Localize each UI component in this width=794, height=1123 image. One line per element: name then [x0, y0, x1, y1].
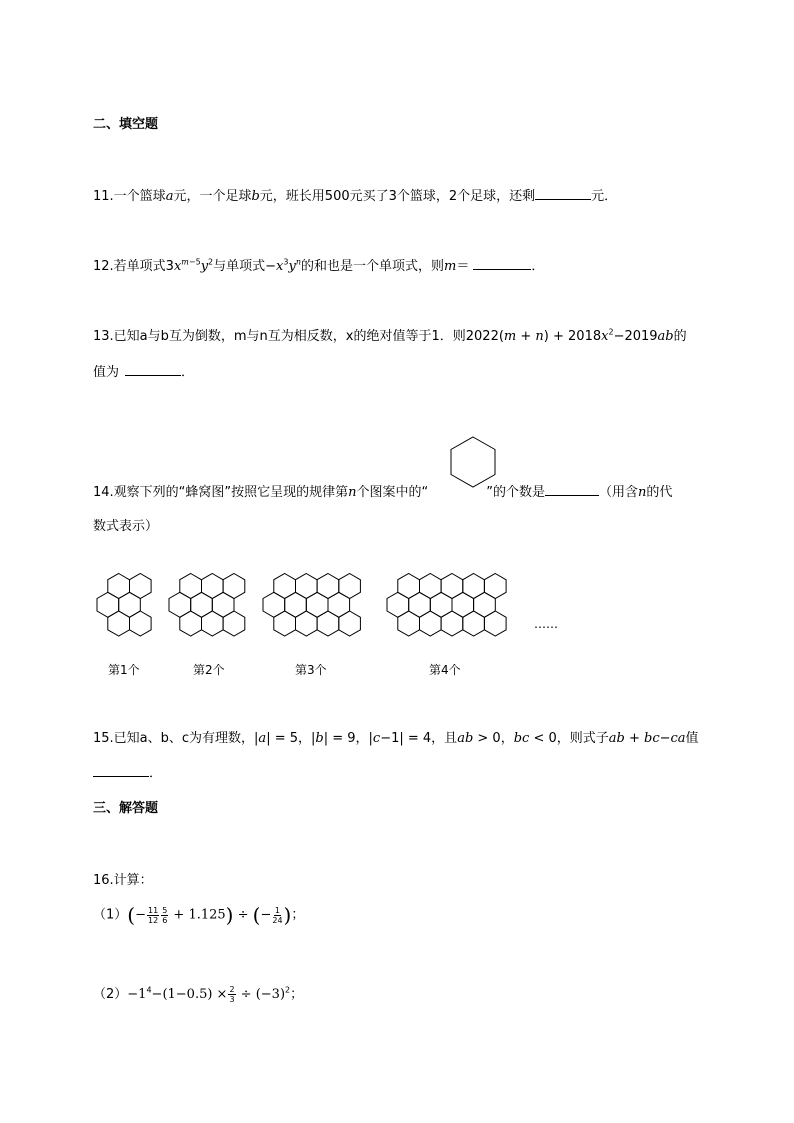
- hexagon-icon: [448, 435, 498, 489]
- honeycomb-cell: [285, 592, 307, 617]
- figure-label-1: 第1个: [108, 663, 140, 677]
- honeycomb-cell: [191, 592, 213, 617]
- honeycomb-cell: [306, 592, 328, 617]
- honeycomb-cell: [180, 574, 202, 599]
- honeycomb-cell: [420, 611, 442, 636]
- figure-label-3: 第3个: [295, 663, 327, 677]
- question-12: 12.若单项式$3x^{m-5}y^2$与单项式$-x^3y^n$的和也是一个单项式，则m＝ ．: [93, 257, 545, 274]
- honeycomb-cell: [463, 611, 485, 636]
- answer-blank[interactable]: [535, 187, 591, 200]
- honeycomb-cell: [484, 574, 506, 599]
- honeycomb-cell: [441, 611, 463, 636]
- honeycomb-cell: [202, 611, 224, 636]
- honeycomb-cell: [296, 611, 318, 636]
- honeycomb-cell: [296, 574, 318, 599]
- honeycomb-cell: [263, 592, 285, 617]
- honeycomb-cell: [387, 592, 409, 617]
- section-solutions: 三、解答题: [93, 801, 159, 816]
- honeycomb-cell: [274, 574, 296, 599]
- honeycomb-cell: [339, 574, 361, 599]
- honeycomb-cell: [119, 592, 141, 617]
- honeycomb-cell: [97, 592, 119, 617]
- answer-blank[interactable]: [125, 363, 181, 376]
- question-14: 14.观察下列的“蜂窝图”按照它呈现的规律第n个图案中的“ ”的个数是 （用含n的代: [93, 485, 673, 500]
- honeycomb-cell: [317, 611, 339, 636]
- honeycomb-cell: [463, 574, 485, 599]
- honeycomb-cell: [223, 574, 245, 599]
- honeycomb-cell: [409, 592, 431, 617]
- honeycomb-cell: [441, 574, 463, 599]
- answer-blank[interactable]: [473, 257, 531, 270]
- honeycomb-cell: [452, 592, 474, 617]
- honeycomb-cell: [202, 574, 224, 599]
- honeycomb-cell: [212, 592, 234, 617]
- honeycomb-cell: [398, 611, 420, 636]
- honeycomb-cell: [474, 592, 496, 617]
- question-13-line2: 值为 ．: [93, 365, 195, 380]
- honeycomb-cell: [108, 574, 130, 599]
- question-15-line2: ．: [93, 762, 162, 781]
- honeycomb-cell: [328, 592, 350, 617]
- honeycomb-cell: [484, 611, 506, 636]
- honeycomb-cell: [398, 574, 420, 599]
- honeycomb-cell: [339, 611, 361, 636]
- question-11: 11.一个篮球a元，一个足球b元，班长用500元买了3个篮球，2个足球，还剩 元．: [93, 189, 618, 204]
- honeycomb-cell: [430, 592, 452, 617]
- honeycomb-cell: [108, 611, 130, 636]
- honeycomb-cell: [420, 574, 442, 599]
- figure-label-2: 第2个: [193, 663, 225, 677]
- question-16-part-2: $(2)-1^4-(1-0.5)$ × $\frac{2}{3}$ ÷ $(-3)^2$；: [93, 985, 304, 1004]
- honeycomb-cell: [317, 574, 339, 599]
- question-14-line2: 数式表示）: [93, 519, 159, 534]
- honeycomb-cell: [169, 592, 191, 617]
- figure-label-4: 第4个: [429, 663, 461, 677]
- section-fill-in-blank: 二、填空题: [93, 117, 159, 132]
- figure-ellipsis: ……: [534, 617, 558, 631]
- question-16-part-1: （1）(− $\frac{11}{12}$ $\frac{5}{6}$ + 1.125) ÷ (− $\frac{1}{24}$ )；: [93, 903, 305, 927]
- honeycomb-figure: [85, 572, 575, 684]
- question-16-title: 16.计算：: [93, 873, 153, 888]
- honeycomb-cell: [180, 611, 202, 636]
- honeycomb-cell: [130, 574, 152, 599]
- answer-blank[interactable]: [545, 483, 599, 496]
- answer-blank[interactable]: [93, 764, 149, 777]
- honeycomb-cell: [130, 611, 152, 636]
- question-13: 13.已知a与b互为倒数，m与n互为相反数，x的绝对值等于1．则$2022(m + n) + 2018x^2-2019ab$的: [93, 327, 687, 344]
- honeycomb-cell: [274, 611, 296, 636]
- honeycomb-cell: [223, 611, 245, 636]
- question-15: 15.已知a、b、c为有理数，|a| = 5，|b| = 9，|c−1| = 4，且ab > 0，bc < 0，则式子ab + bc−ca值: [93, 731, 699, 746]
